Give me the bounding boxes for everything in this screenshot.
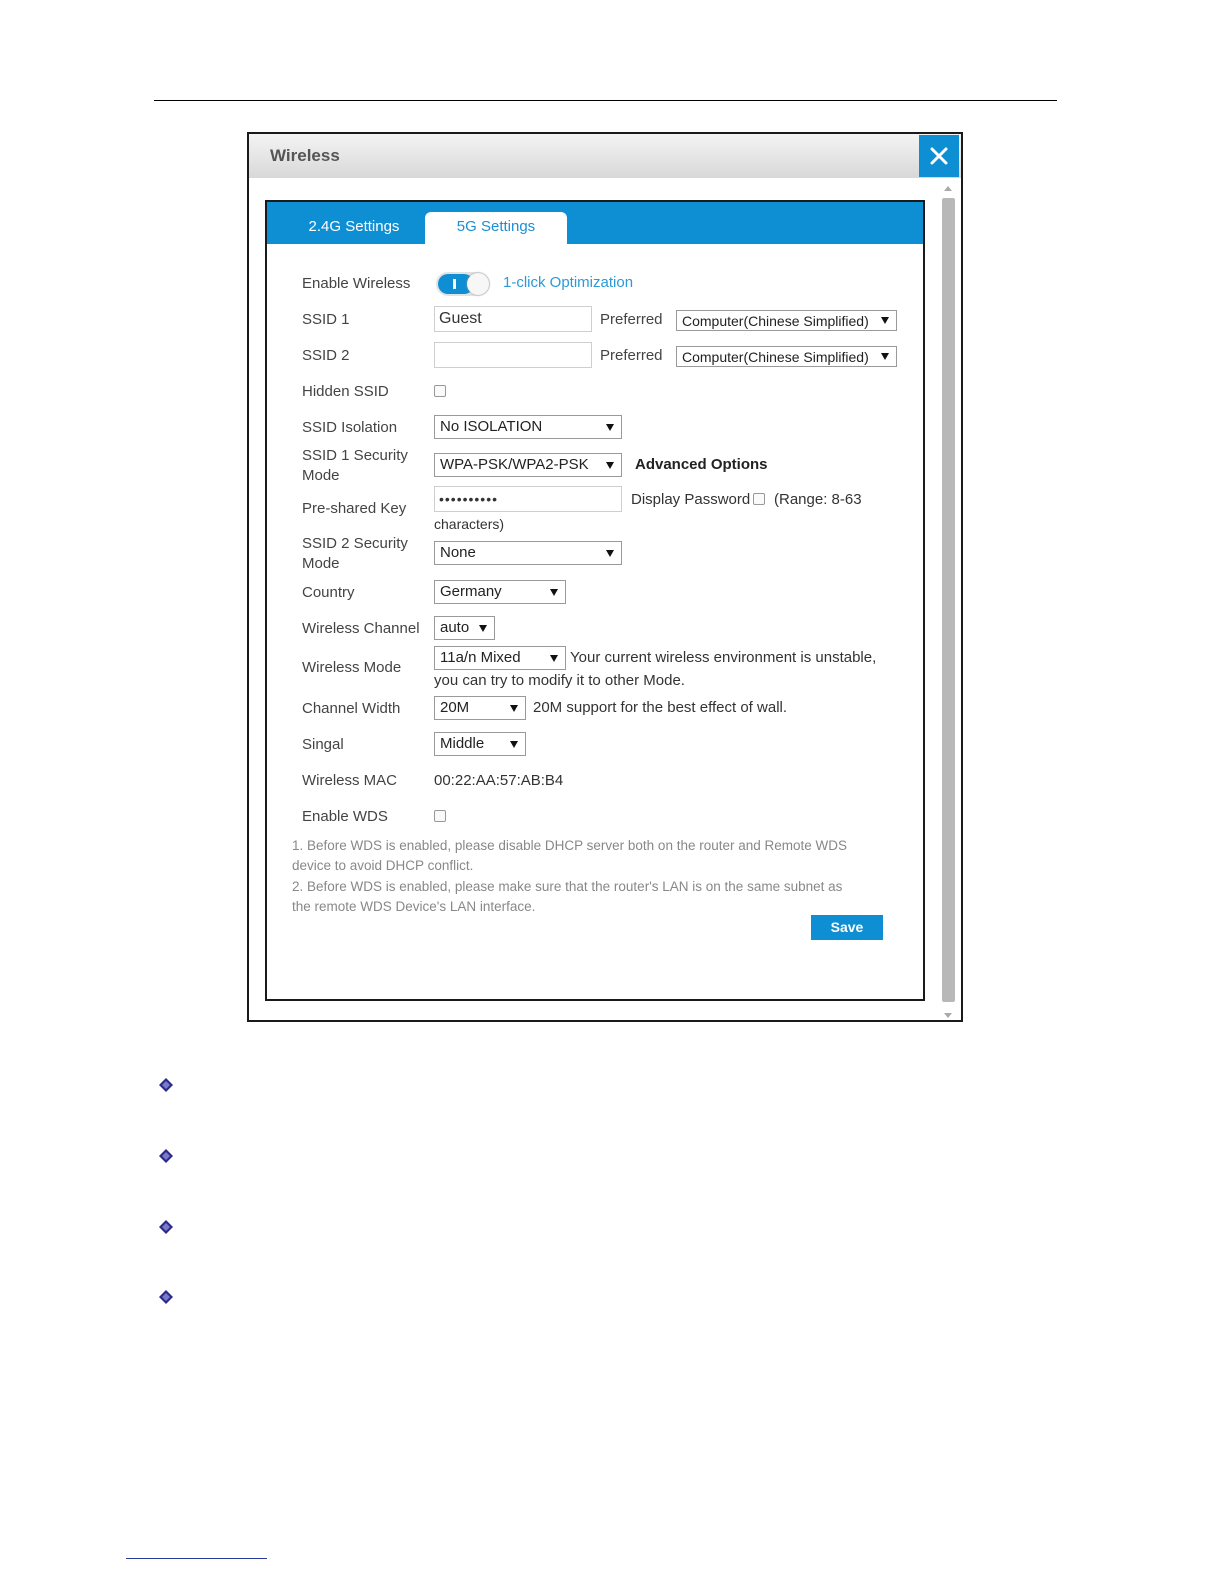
scroll-up-icon[interactable] (944, 186, 952, 191)
psk-input[interactable]: •••••••••• (434, 486, 622, 512)
scroll-down-icon[interactable] (944, 1013, 952, 1018)
ssid1-security-label: SSID 1 Security Mode (302, 447, 408, 484)
close-icon (929, 146, 949, 166)
ssid-isolation-label: SSID Isolation (302, 419, 398, 436)
preferred2-label: Preferred (600, 347, 663, 364)
wds-note-1: 1. Before WDS is enabled, please disable DHCP server both on the router and Remote WDS device to avoid DHCP conflict. (292, 838, 848, 873)
wireless-mac-value: 00:22:AA:57:AB:B4 (434, 772, 564, 789)
ssid-isolation-select[interactable]: No ISOLATION (434, 415, 622, 439)
advanced-options-link[interactable]: Advanced Options (635, 456, 768, 473)
hidden-ssid-label: Hidden SSID (302, 383, 389, 400)
range-text-continued: characters) (434, 516, 505, 532)
page-header-rule (154, 100, 1057, 101)
wireless-mode-label: Wireless Mode (302, 659, 402, 676)
wds-note-2: 2. Before WDS is enabled, please make sure that the router's LAN is on the same subnet as the remote WDS Device's LAN interface. (292, 879, 843, 914)
wireless-mode-hint-continued: you can try to modify it to other Mode. (434, 672, 685, 689)
close-button[interactable] (919, 135, 959, 177)
chevron-down-icon (550, 655, 558, 662)
wireless-dialog (247, 132, 963, 1022)
wireless-mac-label: Wireless MAC (302, 772, 398, 789)
wireless-channel-label: Wireless Channel (302, 620, 420, 637)
tab-5g-settings[interactable]: 5G Settings (425, 212, 567, 244)
ssid1-security-select[interactable]: WPA-PSK/WPA2-PSK (434, 453, 622, 477)
country-label: Country (302, 584, 355, 601)
enable-wds-checkbox[interactable] (434, 810, 446, 822)
ssid2-label: SSID 2 (302, 347, 350, 364)
preferred2-select[interactable]: Computer(Chinese Simplified) (676, 346, 897, 367)
hidden-ssid-checkbox[interactable] (434, 385, 446, 397)
chevron-down-icon (881, 353, 889, 360)
channel-width-label: Channel Width (302, 700, 401, 717)
channel-width-select[interactable]: 20M (434, 696, 526, 720)
ssid1-label: SSID 1 (302, 311, 350, 328)
wireless-mode-select[interactable]: 11a/n Mixed (434, 646, 566, 670)
chevron-down-icon (881, 317, 889, 324)
tab-bar (267, 202, 923, 244)
enable-wireless-toggle[interactable] (436, 272, 490, 296)
chevron-down-icon (479, 625, 487, 632)
enable-wireless-label: Enable Wireless (302, 275, 411, 292)
settings-panel (265, 200, 925, 1001)
psk-label: Pre-shared Key (302, 500, 407, 517)
chevron-down-icon (606, 462, 614, 469)
display-password-checkbox[interactable] (753, 493, 765, 505)
channel-width-hint: 20M support for the best effect of wall. (533, 699, 788, 716)
signal-label: Singal (302, 736, 344, 753)
ssid1-input[interactable] (434, 306, 592, 332)
ssid2-input[interactable] (434, 342, 592, 368)
scroll-thumb[interactable] (942, 198, 955, 1002)
page-footer-rule (126, 1558, 267, 1559)
ssid2-security-select[interactable]: None (434, 541, 622, 565)
diamond-bullet-icon (158, 1289, 174, 1305)
dialog-titlebar (249, 134, 961, 178)
range-text: (Range: 8-63 (774, 491, 862, 508)
country-select[interactable]: Germany (434, 580, 566, 604)
tab-2-4g-settings[interactable]: 2.4G Settings (308, 218, 400, 235)
save-button[interactable]: Save (811, 915, 883, 940)
signal-select[interactable]: Middle (434, 732, 526, 756)
chevron-down-icon (550, 589, 558, 596)
ssid2-security-label: SSID 2 Security Mode (302, 535, 408, 572)
display-password-label: Display Password (631, 491, 751, 508)
chevron-down-icon (606, 424, 614, 431)
chevron-down-icon (510, 741, 518, 748)
preferred1-label: Preferred (600, 311, 663, 328)
chevron-down-icon (606, 550, 614, 557)
chevron-down-icon (510, 705, 518, 712)
preferred1-select[interactable]: Computer(Chinese Simplified) (676, 310, 897, 331)
wireless-mode-hint: Your current wireless environment is unstable, (570, 649, 877, 666)
wireless-channel-select[interactable]: auto (434, 616, 495, 640)
one-click-optimization-link[interactable]: 1-click Optimization (503, 274, 634, 291)
scrollbar[interactable] (941, 184, 956, 1020)
diamond-bullet-icon (158, 1148, 174, 1164)
enable-wds-label: Enable WDS (302, 808, 388, 825)
dialog-title: Wireless (270, 146, 340, 165)
diamond-bullet-icon (158, 1077, 174, 1093)
diamond-bullet-icon (158, 1219, 174, 1235)
